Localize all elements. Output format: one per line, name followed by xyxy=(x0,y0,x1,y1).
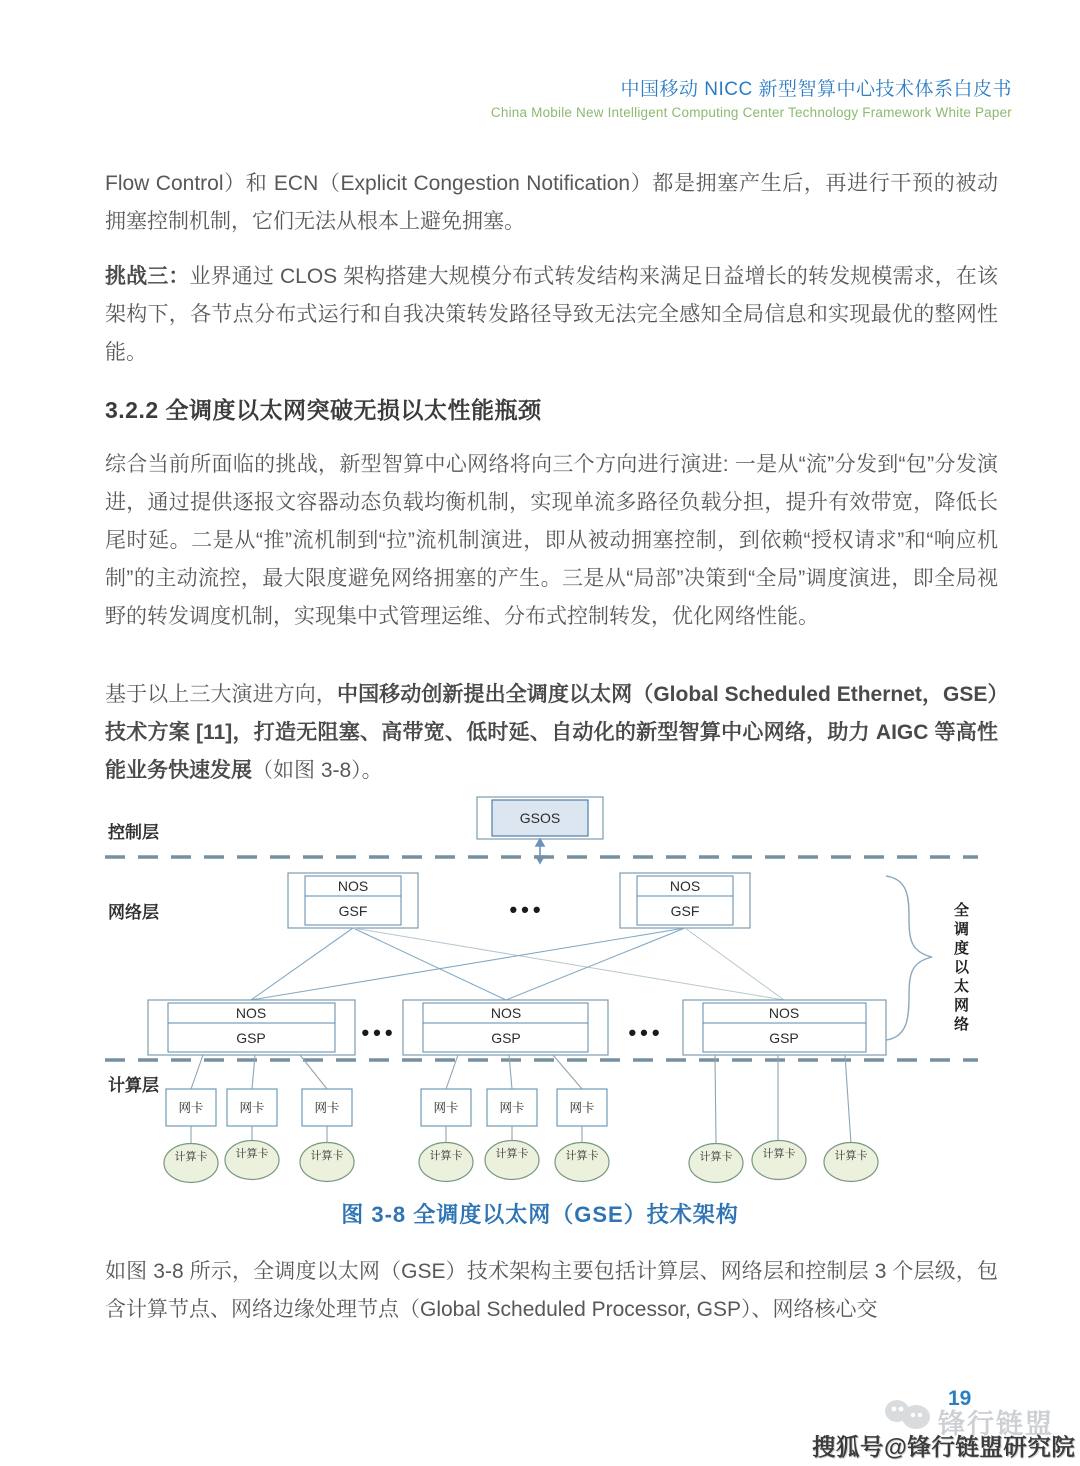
challenge-3-text: 业界通过 CLOS 架构搭建大规模分布式转发结构来满足日益增长的转发规模需求，在该架构下，各节点分布式运行和自我决策转发路径导致无法完全感知全局信息和实现最优的整网性能。 xyxy=(105,265,998,364)
paragraph-gse-intro xyxy=(105,676,998,790)
paragraph-challenge-3 xyxy=(105,258,998,372)
nos-label: NOS xyxy=(768,1005,800,1021)
compute-card-label: 计算卡 xyxy=(762,1148,796,1160)
nic-label: 网卡 xyxy=(499,1101,525,1115)
compute-card-node xyxy=(485,1141,539,1180)
compute-card-label: 计算卡 xyxy=(565,1150,599,1162)
compute-card-node xyxy=(555,1143,609,1182)
nic-label: 网卡 xyxy=(314,1101,340,1115)
compute-card-node xyxy=(689,1144,743,1183)
gsp-node-2 xyxy=(403,1000,608,1055)
gse-intro-normal2: （如图 3-8）。 xyxy=(252,759,383,782)
nos-label: NOS xyxy=(490,1005,522,1021)
compute-card-label: 计算卡 xyxy=(174,1151,208,1163)
compute-card-label: 计算卡 xyxy=(699,1151,733,1163)
ellipsis-dots: ••• xyxy=(361,1020,397,1045)
gse-network-side-label: 全调度以太网络 xyxy=(952,902,969,1035)
gsp-node-3 xyxy=(683,1000,886,1055)
nos-label: NOS xyxy=(337,878,369,894)
nos-label: NOS xyxy=(235,1005,267,1021)
nos-label: NOS xyxy=(669,878,701,894)
gsos-label: GSOS xyxy=(519,810,561,826)
figure-caption: 图 3-8 全调度以太网（GSE）技术架构 xyxy=(341,1202,739,1227)
header-title-en: China Mobile New Intelligent Computing Center Technology Framework White Paper xyxy=(490,105,1012,120)
compute-card-label: 计算卡 xyxy=(834,1150,868,1162)
gse-intro-normal1: 基于以上三大演进方向， xyxy=(105,683,337,706)
watermark-account: 搜狐号@锋行链盟研究院 xyxy=(812,1434,1076,1460)
page-header xyxy=(0,74,1012,120)
nic-label: 网卡 xyxy=(178,1101,204,1115)
paragraph-flow-control: Flow Control）和 ECN（Explicit Congestion Notification）都是拥塞产生后，再进行干预的被动拥塞控制机制，它们无法从根本上避免拥塞。 xyxy=(105,172,998,233)
compute-card-node xyxy=(164,1144,218,1183)
nic-label: 网卡 xyxy=(433,1101,459,1115)
gsp-label: GSP xyxy=(236,1030,266,1046)
gse-intro-bold: 中国移动创新提出全调度以太网（Global Scheduled Ethernet，GSE）技术方案 [11]，打造无阻塞、高带宽、低时延、自动化的新型智算中心网络，助力 AIGC 等高性能业务快速发展 xyxy=(105,683,998,782)
nic-node xyxy=(557,1089,607,1126)
gsf-node-2 xyxy=(620,873,750,928)
control-layer-label: 控制层 xyxy=(108,823,159,842)
ellipsis-dots: ••• xyxy=(509,897,545,922)
compute-card-node xyxy=(300,1143,354,1182)
gsp-label: GSP xyxy=(769,1030,799,1046)
nic-node xyxy=(302,1089,352,1126)
ellipsis-dots: ••• xyxy=(628,1020,664,1045)
gsp-node-1 xyxy=(148,1000,355,1055)
paragraph-figure-description: 如图 3-8 所示，全调度以太网（GSE）技术架构主要包括计算层、网络层和控制层 3 个层级，包含计算节点、网络边缘处理节点（Global Scheduled Processor, GSP）、网络核心交 xyxy=(105,1260,998,1321)
compute-card-label: 计算卡 xyxy=(235,1148,269,1160)
page-number: 19 xyxy=(948,1387,972,1410)
compute-card-node xyxy=(225,1141,279,1180)
watermark-brand: 锋行链盟 xyxy=(938,1409,1054,1439)
compute-layer-label: 计算层 xyxy=(108,1076,159,1095)
gsp-label: GSP xyxy=(491,1030,521,1046)
compute-card-node xyxy=(824,1143,878,1182)
gsf-gsp-mesh-lines xyxy=(251,928,784,1000)
gsf-node-1 xyxy=(288,873,418,928)
compute-card-node xyxy=(752,1141,806,1180)
gsf-label: GSF xyxy=(338,903,368,919)
header-title-cn: 中国移动 NICC 新型智算中心技术体系白皮书 xyxy=(620,79,1012,100)
compute-card-label: 计算卡 xyxy=(495,1148,529,1160)
compute-card-node xyxy=(419,1143,473,1182)
section-heading: 3.2.2 全调度以太网突破无损以太性能瓶颈 xyxy=(105,397,542,423)
challenge-3-lead: 挑战三： xyxy=(105,265,190,288)
nic-node xyxy=(487,1089,537,1126)
gse-network-brace xyxy=(886,876,932,1040)
nic-node xyxy=(421,1089,471,1126)
gse-architecture-diagram xyxy=(0,790,1080,1195)
compute-card-label: 计算卡 xyxy=(429,1150,463,1162)
nic-label: 网卡 xyxy=(239,1101,265,1115)
nic-node xyxy=(227,1089,277,1126)
gsos-node xyxy=(477,797,603,839)
compute-card-label: 计算卡 xyxy=(310,1150,344,1162)
nic-node xyxy=(166,1089,216,1126)
gsf-label: GSF xyxy=(670,903,700,919)
nic-label: 网卡 xyxy=(569,1101,595,1115)
updown-arrow-icon xyxy=(536,839,544,863)
paragraph-evolution: 综合当前所面临的挑战，新型智算中心网络将向三个方向进行演进: 一是从“流”分发到“包”分发演进，通过提供逐报文容器动态负载均衡机制，实现单流多路径负载分担，提升有效带宽，降低长尾时延。二是从“推”流机制到“拉”流机制演进，即从被动拥塞控制，到依赖“授权请求”和“响应机制”的主动流控，最大限度避免网络拥塞的产生。三是从“局部”决策到“全局”调度演进，即全局视野的转发调度机制，实现集中式管理运维、分布式控制转发，优化网络性能。 xyxy=(105,453,998,628)
network-layer-label: 网络层 xyxy=(108,903,159,922)
